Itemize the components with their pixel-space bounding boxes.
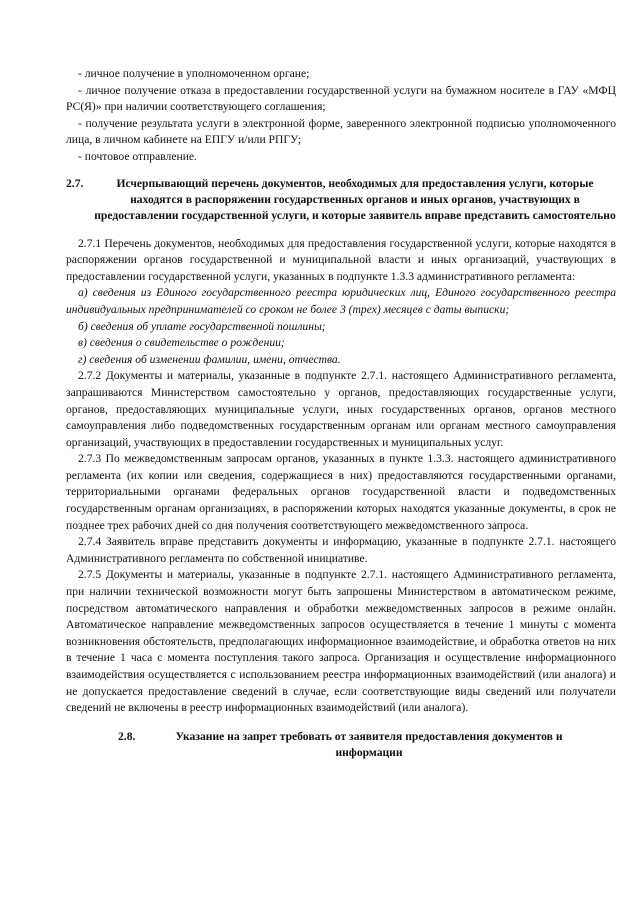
section-title: Исчерпывающий перечень документов, необходимых для предоставления услуги, которые находятся в распоряжении государственных органов и иных органов, участвующих в предоставлении государственной услуги, и которые заявитель вправе представить самостоятельно <box>94 176 616 222</box>
section-number: 2.8. <box>118 729 136 743</box>
bullet-item: - личное получение отказа в предоставлении государственной услуги на бумажном носителе в ГАУ «МФЦ РС(Я)» при наличии соответствующего соглашения; <box>66 83 616 114</box>
section-heading-2-7 <box>66 176 616 224</box>
paragraph-2-7-2: 2.7.2 Документы и материалы, указанные в подпункте 2.7.1. настоящего Административного регламента, запрашиваются Министерством самостоятельно у органов, предоставляющих государственные услуги, органов, предоставляющих муниципальные услуги, иных государственных органов, органов местного самоуправления либо подведомственных государственным органам или органам местного самоуправления организаций, участвующих в предоставлении государственных и муниципальных услуг. <box>66 369 616 449</box>
document-body <box>66 66 616 761</box>
paragraph-2-7-3: 2.7.3 По межведомственным запросам органов, указанных в пункте 1.3.3. настоящего административного регламента (их копии или сведения, содержащиеся в них) предоставляются государственными органами, территориальными органами федеральных органов государственной власти и подведомственных государственным органам организациях, в распоряжении которых находятся указанные документы, в срок не позднее трех рабочих дней со дня получения соответствующего межведомственного запроса. <box>66 452 616 532</box>
bullet-item: - получение результата услуги в электронной форме, заверенного электронной подписью уполномоченного лица, в личном кабинете на ЕПГУ и/или РПГУ; <box>66 116 616 147</box>
paragraph-2-7-1: 2.7.1 Перечень документов, необходимых для предоставления государственной услуги, которые находятся в распоряжении органов государственной и муниципальной власти и иных организаций, участвующих в предоставлении государственной услуги, указанных в подпункте 1.3.3 административного регламента: <box>66 236 616 283</box>
list-item: а) сведения из Единого государственного реестра юридических лиц, Единого государственного реестра индивидуальных предпринимателей со сроком не более 3 (трех) месяцев с даты выписки; <box>66 286 616 316</box>
section-heading-2-8 <box>66 729 616 761</box>
paragraph-2-7-5: 2.7.5 Документы и материалы, указанные в подпункте 2.7.1. настоящего Административного регламента, при наличии технической возможности могут быть запрошены Министерством в автоматическом режиме, посредством автоматического направления и обработки межведомственных запросов в режиме онлайн. Автоматическое направление межведомственных запросов осуществляется в течение 1 минуты с момента возникновения обстоятельств, предполагающих информационное взаимодействие, и обработка ответов на них в течение 1 часа с момента поступления такого запроса. Организация и осуществление информационного взаимодействия осуществляется с использованием реестра информационных взаимодействий (или аналога) и не допускается предоставление сведений в случае, если соответствующие виды сведений или получатели сведений не включены в реестр информационных взаимодействий (или аналога). <box>66 568 616 715</box>
section-number: 2.7. <box>66 176 84 190</box>
list-item: б) сведения об уплате государственной пошлины; <box>78 319 326 333</box>
list-item: г) сведения об изменении фамилии, имени, отчества. <box>78 352 341 366</box>
paragraph-2-7-4: 2.7.4 Заявитель вправе представить документы и информацию, указанные в подпункте 2.7.1. настоящего Административного регламента по собственной инициативе. <box>66 535 616 565</box>
bullet-item: - почтовое отправление. <box>78 149 197 163</box>
section-title: Указание на запрет требовать от заявителя предоставления документов и информации <box>175 729 563 759</box>
bullet-item: - личное получение в уполномоченном органе; <box>78 67 310 80</box>
list-item: в) сведения о свидетельстве о рождении; <box>78 336 285 350</box>
